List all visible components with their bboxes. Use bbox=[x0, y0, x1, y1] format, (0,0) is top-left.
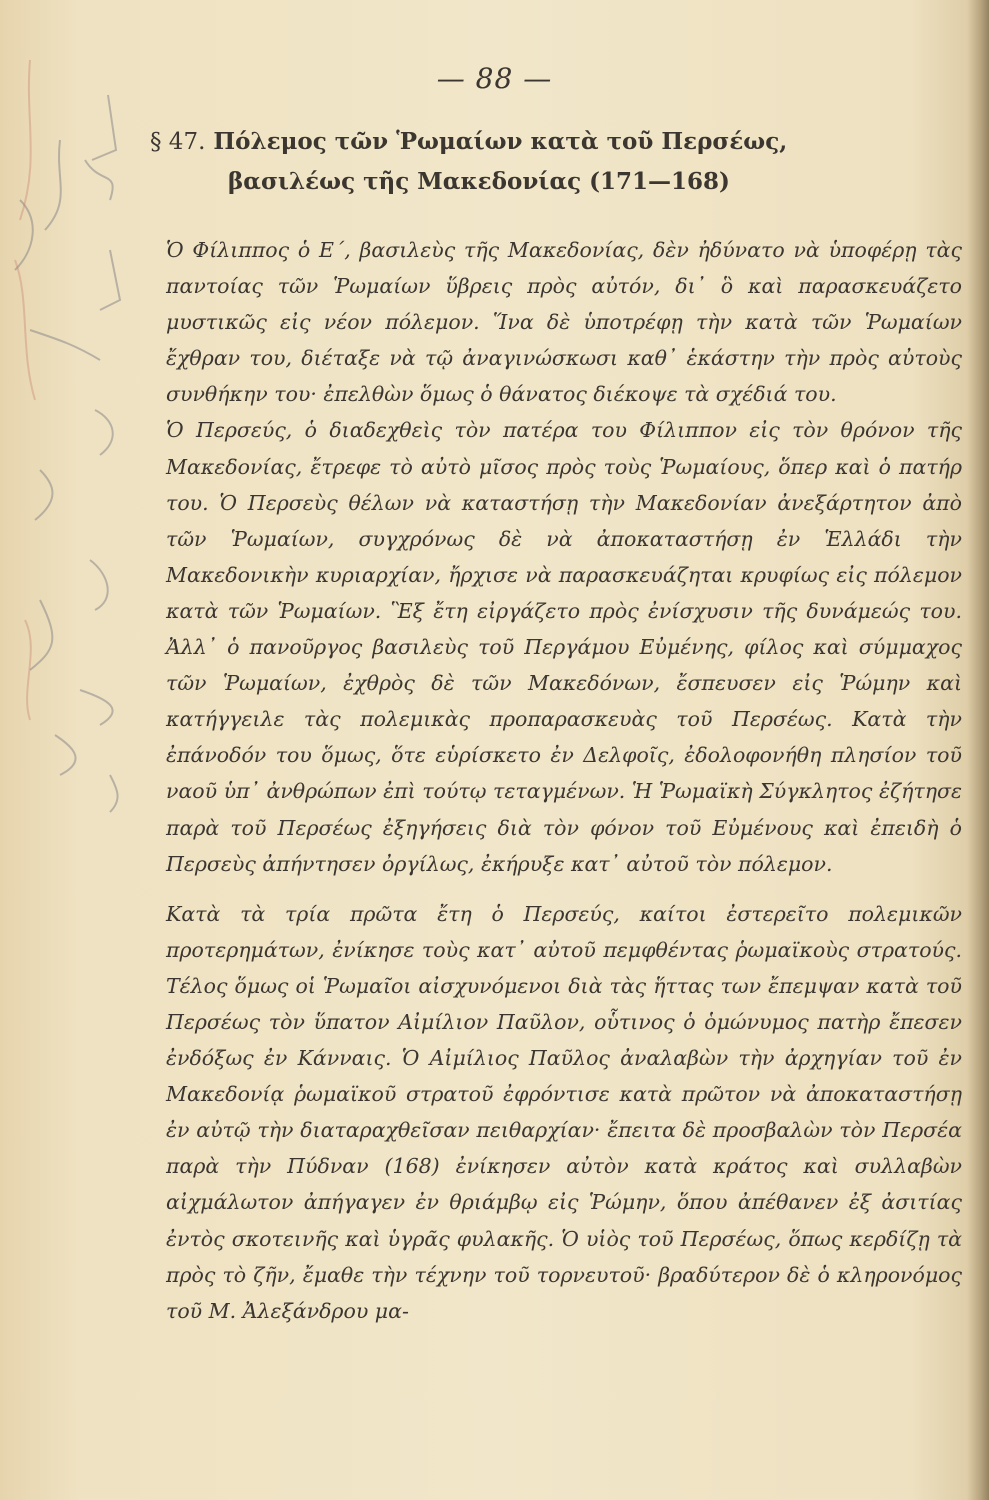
section-heading bbox=[150, 122, 970, 202]
section-title-line2: βασιλέως τῆς Μακεδονίας (171—168) bbox=[228, 168, 730, 195]
section-heading-line1 bbox=[150, 122, 970, 162]
section-mark: § 47. bbox=[150, 129, 206, 155]
body-text bbox=[130, 232, 962, 1329]
pencil-marginalia bbox=[0, 0, 140, 820]
paragraph-1: Ὁ Φίλιππος ὁ Ε΄, βασιλεὺς τῆς Μακεδονίας, δὲν ἠδύνατο νὰ ὑποφέρῃ τὰς παντοίας τῶν Ῥωμαίων ὕβρεις πρὸς αὐτόν, δι᾽ ὃ καὶ παρασκευάζετο μυστικῶς εἰς νέον πόλεμον. Ἵνα δὲ ὑποτρέφῃ τὴν κατὰ τῶν Ῥωμαίων ἔχθραν του, διέταξε νὰ τῷ ἀναγινώσκωσι καθ᾽ ἑκάστην τὴν πρὸς αὐτοὺς συνθήκην του· ἐπελθὼν ὅμως ὁ θάνατος διέκοψε τὰ σχέδιά του. bbox=[166, 238, 962, 407]
paragraph-2: Ὁ Περσεύς, ὁ διαδεχθεὶς τὸν πατέρα του Φίλιππον εἰς τὸν θρόνον τῆς Μακεδονίας, ἔτρεφε τὸ αὐτὸ μῖσος πρὸς τοὺς Ῥωμαίους, ὅπερ καὶ ὁ πατήρ του. Ὁ Περσεὺς θέλων νὰ καταστήσῃ τὴν Μακεδονίαν ἀνεξάρτητον ἀπὸ τῶν Ῥωμαίων, συγχρόνως δὲ νὰ ἀποκαταστήσῃ ἐν Ἑλλάδι τὴν Μακεδονικὴν κυριαρχίαν, ἤρχισε νὰ παρασκευάζηται κρυφίως εἰς πόλεμον κατὰ τῶν Ῥωμαίων. Ἓξ ἔτη εἰργάζετο πρὸς ἐνίσχυσιν τῆς δυνάμεώς του. Ἀλλ᾽ ὁ πανοῦργος βασιλεὺς τοῦ Περγάμου Εὐμένης, φίλος καὶ σύμμαχος τῶν Ῥωμαίων, ἐχθρὸς δὲ τῶν Μακεδόνων, ἔσπευσεν εἰς Ῥώμην καὶ κατήγγειλε τὰς πολεμικὰς προπαρασκευὰς τοῦ Περσέως. Κατὰ τὴν ἐπάνοδόν του ὅμως, ὅτε εὑρίσκετο ἐν Δελφοῖς, ἐδολοφονήθη πλησίον τοῦ ναοῦ ὑπ᾽ ἀνθρώπων ἐπὶ τούτῳ τεταγμένων. Ἡ Ῥωμαϊκὴ Σύγκλητος ἐζήτησε παρὰ τοῦ Περσέως ἐξηγήσεις διὰ τὸν φόνον τοῦ Εὐμένους καὶ ἐπειδὴ ὁ Περσεὺς ἀπήντησεν ὀργίλως, ἐκήρυξε κατ᾽ αὐτοῦ τὸν πόλεμον. bbox=[166, 418, 962, 876]
page-number: — 88 — bbox=[436, 62, 553, 95]
page-edge-shadow bbox=[967, 0, 989, 1500]
paragraph-3: Κατὰ τὰ τρία πρῶτα ἔτη ὁ Περσεύς, καίτοι ἐστερεῖτο πολεμικῶν προτερημάτων, ἐνίκησε τοὺς κατ᾽ αὐτοῦ πεμφθέντας ῥωμαϊκοὺς στρατούς. Τέλος ὅμως οἱ Ῥωμαῖοι αἰσχυνόμενοι διὰ τὰς ἥττας των ἔπεμψαν κατὰ τοῦ Περσέως τὸν ὕπατον Αἰμίλιον Παῦλον, οὗτινος ὁ ὁμώνυμος πατὴρ ἔπεσεν ἐνδόξως ἐν Κάνναις. Ὁ Αἰμίλιος Παῦλος ἀναλαβὼν τὴν ἀρχηγίαν τοῦ ἐν Μακεδονίᾳ ῥωμαϊκοῦ στρατοῦ ἐφρόντισε κατὰ πρῶτον νὰ ἀποκαταστήσῃ ἐν αὐτῷ τὴν διαταραχθεῖσαν πειθαρχίαν· ἔπειτα δὲ προσβαλὼν τὸν Περσέα παρὰ τὴν Πύδναν (168) ἐνίκησεν αὐτὸν κατὰ κράτος καὶ συλλαβὼν αἰχμάλωτον ἀπήγαγεν ἐν θριάμβῳ εἰς Ῥώμην, ὅπου ἀπέθανεν ἐξ ἀσιτίας ἐντὸς σκοτεινῆς καὶ ὑγρᾶς φυλακῆς. Ὁ υἱὸς τοῦ Περσέως, ὅπως κερδίζῃ τὰ πρὸς τὸ ζῆν, ἔμαθε τὴν τέχνην τοῦ τορνευτοῦ· βραδύτερον δὲ ὁ κληρονόμος τοῦ Μ. Ἀλεξάνδρου μα- bbox=[166, 901, 962, 1323]
section-title-line1: Πόλεμος τῶν Ῥωμαίων κατὰ τοῦ Περσέως, bbox=[213, 128, 788, 155]
